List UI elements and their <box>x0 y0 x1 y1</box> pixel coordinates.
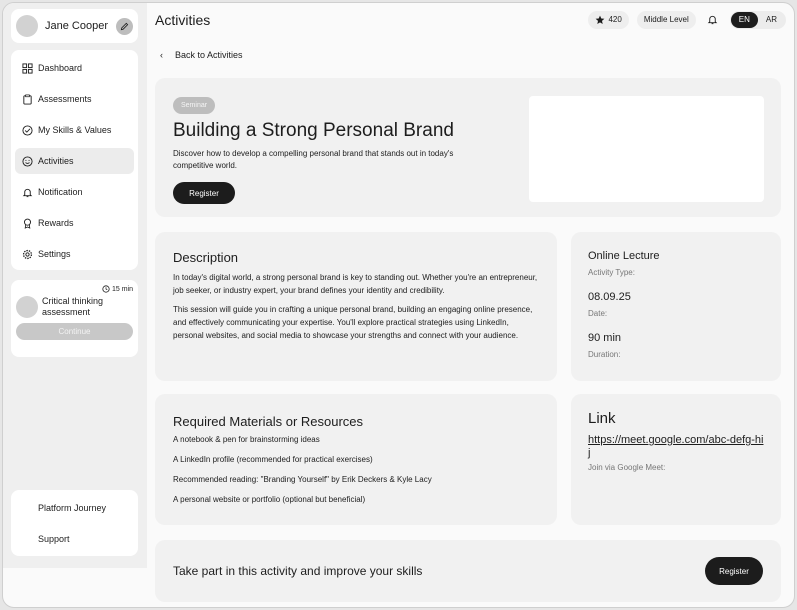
clock-icon <box>102 285 110 293</box>
chevron-left-icon: ‹ <box>160 50 163 60</box>
back-link[interactable]: ‹ Back to Activities <box>160 50 243 60</box>
sidebar-item-dashboard[interactable] <box>15 55 134 81</box>
meeting-link[interactable]: https://meet.google.com/abc-defg-hij <box>588 434 764 459</box>
sidebar-item-label: Rewards <box>38 218 74 228</box>
clipboard-icon <box>22 94 33 105</box>
activity-info <box>571 232 781 381</box>
description-section <box>155 232 557 381</box>
activity-hero <box>155 78 781 217</box>
sidebar-item-label: My Skills & Values <box>38 125 112 135</box>
assessment-avatar <box>16 296 38 318</box>
lang-en[interactable]: EN <box>731 12 758 28</box>
duration-value: 90 min <box>588 332 622 344</box>
bell-icon <box>707 14 718 25</box>
sidebar-item-label: Dashboard <box>38 63 83 73</box>
activity-image <box>529 96 764 202</box>
description-paragraph: In today's digital world, a strong personal brand is key to standing out. Whether you're an entrepreneur, job seeker, or industry expert, your brand defines your identity and credibility. <box>173 273 538 295</box>
sidebar <box>3 3 147 568</box>
meeting-note: Join via Google Meet: <box>588 463 666 472</box>
date-label: Date: <box>588 309 608 318</box>
sidebar-item-label: Assessments <box>38 94 92 104</box>
materials-heading: Required Materials or Resources <box>173 414 364 429</box>
smile-icon <box>22 156 33 167</box>
page-title: Activities <box>155 11 211 28</box>
cta-text: Take part in this activity and improve your skills <box>173 564 423 578</box>
activity-type-label: Activity Type: <box>588 268 635 277</box>
language-switch <box>730 11 786 29</box>
description-paragraph: This session will guide you in crafting a unique personal brand, building an engaging online presence, and effectively communicating your expertise. You'll explore practical strategies using LinkedIn, personal websites, and social media to showcase your strengths and connect with your audience. <box>173 305 533 340</box>
lang-ar[interactable]: AR <box>765 15 777 24</box>
sidebar-item-label: Notification <box>38 187 83 197</box>
materials-list <box>173 435 539 504</box>
materials-section <box>155 394 557 525</box>
sidebar-item-rewards[interactable] <box>15 210 134 236</box>
assessment-time: 15 min <box>16 285 133 293</box>
grid-icon <box>22 63 33 74</box>
register-button[interactable]: Register <box>173 182 235 204</box>
avatar <box>16 15 38 37</box>
cta-banner <box>155 540 781 602</box>
activity-summary: Discover how to develop a compelling personal brand that stands out in today's competitive world. <box>173 149 454 170</box>
list-item: Recommended reading: "Branding Yourself" by Erik Deckers & Kyle Lacy <box>173 475 432 484</box>
points-badge[interactable]: 420 <box>588 11 628 29</box>
assessment-title: Critical thinking assessment <box>42 296 104 317</box>
edit-profile-button[interactable] <box>116 18 133 35</box>
activity-type-badge: Seminar <box>173 97 215 114</box>
sidebar-item-label: Activities <box>38 156 74 166</box>
continue-button[interactable]: Continue <box>16 323 133 340</box>
gear-icon <box>22 249 33 260</box>
sidebar-item-settings[interactable] <box>15 241 134 267</box>
user-name: Jane Cooper <box>45 20 108 32</box>
description-heading: Description <box>173 250 239 265</box>
award-icon <box>22 218 33 229</box>
topbar <box>147 3 794 36</box>
sidebar-item-activities[interactable] <box>15 148 134 174</box>
user-card[interactable] <box>11 9 138 43</box>
notification-button[interactable] <box>704 11 722 29</box>
sidebar-bottom <box>11 490 138 556</box>
level-badge[interactable]: Middle Level <box>637 11 696 29</box>
list-item: A notebook & pen for brainstorming ideas <box>173 435 320 444</box>
sidebar-item-label: Settings <box>38 249 71 259</box>
sidebar-item-support[interactable]: Support <box>38 534 70 544</box>
activity-type-value: Online Lecture <box>588 250 660 262</box>
duration-label: Duration: <box>588 350 621 359</box>
cta-register-button[interactable]: Register <box>705 557 763 585</box>
sidebar-item-notification[interactable] <box>15 179 134 205</box>
link-heading: Link <box>588 410 616 427</box>
app-window <box>2 2 795 608</box>
star-icon <box>595 15 605 25</box>
assessment-card <box>11 280 138 357</box>
activity-title: Building a Strong Personal Brand <box>173 120 454 141</box>
sidebar-item-platform-journey[interactable]: Platform Journey <box>38 503 107 513</box>
pencil-icon <box>120 22 129 31</box>
sidebar-item-assessments[interactable] <box>15 86 134 112</box>
sidebar-nav <box>11 50 138 270</box>
list-item: A personal website or portfolio (optional but beneficial) <box>173 495 366 504</box>
sidebar-item-skills[interactable] <box>15 117 134 143</box>
list-item: A LinkedIn profile (recommended for practical exercises) <box>173 455 373 464</box>
check-circle-icon <box>22 125 33 136</box>
bell-icon <box>22 187 33 198</box>
date-value: 08.09.25 <box>588 291 631 303</box>
link-section <box>571 394 781 525</box>
